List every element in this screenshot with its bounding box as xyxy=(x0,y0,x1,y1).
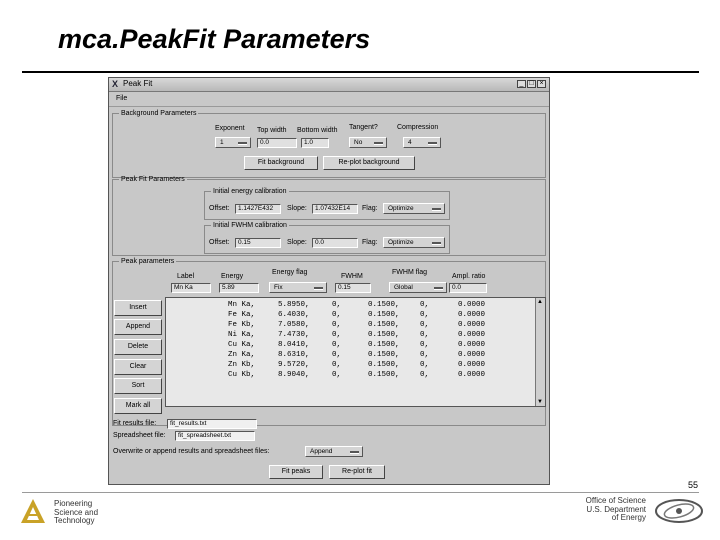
table-cell: Ni Ka, xyxy=(228,331,256,339)
table-cell: 0.0000 xyxy=(458,351,486,359)
header-amplitude: Ampl. ratio xyxy=(452,273,486,280)
fwhm-slope-input[interactable]: 0.0 xyxy=(312,238,358,248)
table-cell: 0.0000 xyxy=(458,321,486,329)
bottom-width-input[interactable]: 1.0 xyxy=(301,138,329,148)
fwhm-offset-label: Offset: xyxy=(209,239,230,246)
append-button[interactable]: Append xyxy=(114,319,162,335)
overwrite-select[interactable]: Append xyxy=(305,446,363,457)
table-cell: Zn Ka, xyxy=(228,351,256,359)
header-energy-flag: Energy flag xyxy=(272,269,308,276)
table-cell: 0.1500, xyxy=(368,331,400,339)
sort-button[interactable]: Sort xyxy=(114,378,162,394)
menu-file[interactable]: File xyxy=(116,95,128,102)
table-cell: 8.9040, xyxy=(278,371,310,379)
compression-label: Compression xyxy=(397,124,439,131)
minimize-button[interactable]: _ xyxy=(517,80,526,88)
footer-right-text: Office of Science U.S. Department of Energy xyxy=(585,496,646,522)
fwhm-flag-row-select[interactable]: Global xyxy=(389,282,447,293)
fit-background-button[interactable]: Fit background xyxy=(244,156,318,170)
peak-fit-window xyxy=(108,77,550,485)
spreadsheet-input[interactable]: fit_spreadsheet.txt xyxy=(175,431,255,441)
table-cell: 0.1500, xyxy=(368,361,400,369)
table-cell: 0, xyxy=(332,311,342,319)
menubar xyxy=(109,92,549,107)
argonne-logo-icon xyxy=(20,498,46,524)
title-rule xyxy=(22,71,699,73)
table-cell: 9.5720, xyxy=(278,361,310,369)
clear-button[interactable]: Clear xyxy=(114,359,162,375)
fwhm-slope-label: Slope: xyxy=(287,239,307,246)
table-cell: Zn Kb, xyxy=(228,361,256,369)
table-cell: 0, xyxy=(420,341,430,349)
energy-offset-label: Offset: xyxy=(209,205,230,212)
replot-background-button[interactable]: Re-plot background xyxy=(323,156,415,170)
close-button[interactable]: × xyxy=(537,80,546,88)
table-cell: 0, xyxy=(332,371,342,379)
table-cell: 7.4730, xyxy=(278,331,310,339)
maximize-button[interactable]: □ xyxy=(527,80,536,88)
tangent-label: Tangent? xyxy=(349,124,378,131)
scroll-up-icon[interactable]: ▲ xyxy=(537,299,543,305)
table-cell: 0, xyxy=(420,301,430,309)
table-cell: 0.0000 xyxy=(458,341,486,349)
energy-flag-select[interactable]: Optimize xyxy=(383,203,445,214)
fwhm-offset-input[interactable]: 0.15 xyxy=(235,238,281,248)
table-cell: 0.1500, xyxy=(368,351,400,359)
energy-slope-input[interactable]: 1.07432E14 xyxy=(312,204,358,214)
table-cell: 0, xyxy=(332,351,342,359)
top-width-label: Top width xyxy=(257,127,287,134)
table-cell: 0, xyxy=(332,301,342,309)
mark-all-button[interactable]: Mark all xyxy=(114,398,162,414)
energy-slope-label: Slope: xyxy=(287,205,307,212)
table-cell: 0.0000 xyxy=(458,301,486,309)
table-cell: 0.1500, xyxy=(368,341,400,349)
top-width-input[interactable]: 0.0 xyxy=(257,138,297,148)
replot-fit-button[interactable]: Re-plot fit xyxy=(329,465,385,479)
table-cell: 0.0000 xyxy=(458,371,486,379)
peak-list-scrollbar[interactable] xyxy=(535,298,545,406)
spreadsheet-label: Spreadsheet file: xyxy=(113,432,166,439)
delete-button[interactable]: Delete xyxy=(114,339,162,355)
table-cell: 7.0580, xyxy=(278,321,310,329)
fit-results-input[interactable]: fit_results.txt xyxy=(167,419,257,429)
table-cell: 8.6310, xyxy=(278,351,310,359)
insert-button[interactable]: Insert xyxy=(114,300,162,316)
fwhm-calibration-legend: Initial FWHM calibration xyxy=(213,222,287,229)
table-cell: 0, xyxy=(420,311,430,319)
header-energy: Energy xyxy=(221,273,244,280)
header-fwhm: FWHM xyxy=(341,273,363,280)
table-cell: 0, xyxy=(332,341,342,349)
table-cell: 8.0410, xyxy=(278,341,310,349)
table-cell: Fe Kb, xyxy=(228,321,256,329)
table-cell: 0, xyxy=(420,321,430,329)
table-cell: 0.1500, xyxy=(368,321,400,329)
fwhm-input[interactable]: 0.15 xyxy=(335,283,371,293)
fit-results-label: Fit results file: xyxy=(113,420,157,427)
energy-calibration-legend: Initial energy calibration xyxy=(213,188,287,195)
energy-input[interactable]: 5.89 xyxy=(219,283,259,293)
doe-logo-icon xyxy=(654,497,704,525)
peak-parameters-legend: Peak parameters xyxy=(121,258,175,265)
table-cell: 0, xyxy=(332,321,342,329)
table-cell: 0, xyxy=(420,361,430,369)
fwhm-flag-label: Flag: xyxy=(362,239,378,246)
amplitude-input[interactable]: 0.0 xyxy=(449,283,487,293)
bottom-width-label: Bottom width xyxy=(297,127,338,134)
compression-select[interactable]: 4 xyxy=(403,137,441,148)
energy-flag-label: Flag: xyxy=(362,205,378,212)
table-cell: Fe Ka, xyxy=(228,311,256,319)
energy-offset-input[interactable]: 1.1427E432 xyxy=(235,204,281,214)
overwrite-label: Overwrite or append results and spreadsheet files: xyxy=(113,448,270,455)
slide-title: mca.PeakFit Parameters xyxy=(58,24,371,54)
exponent-label: Exponent xyxy=(215,125,245,132)
table-cell: 0, xyxy=(420,371,430,379)
table-cell: 0, xyxy=(420,351,430,359)
peak-fit-parameters-legend: Peak Fit Parameters xyxy=(121,176,185,183)
footer-left-text: Pioneering Science and Technology xyxy=(54,499,99,525)
table-cell: 0, xyxy=(332,361,342,369)
exponent-select[interactable]: 1 xyxy=(215,137,251,148)
table-cell: 0.0000 xyxy=(458,311,486,319)
table-cell: 0.0000 xyxy=(458,331,486,339)
scroll-down-icon[interactable]: ▼ xyxy=(537,399,543,405)
label-input[interactable]: Mn Ka xyxy=(171,283,211,293)
table-cell: 0, xyxy=(420,331,430,339)
table-cell: 6.4030, xyxy=(278,311,310,319)
fit-peaks-button[interactable]: Fit peaks xyxy=(269,465,323,479)
x-window-icon: X xyxy=(112,79,119,89)
background-parameters-legend: Background Parameters xyxy=(121,110,197,117)
table-cell: 0, xyxy=(332,331,342,339)
fwhm-flag-select[interactable]: Optimize xyxy=(383,237,445,248)
energy-flag-row-select[interactable]: Fix xyxy=(269,282,327,293)
table-cell: Cu Kb, xyxy=(228,371,256,379)
table-cell: 0.1500, xyxy=(368,301,400,309)
footer-rule xyxy=(22,492,699,493)
table-cell: 0.1500, xyxy=(368,311,400,319)
table-cell: 0.0000 xyxy=(458,361,486,369)
tangent-select[interactable]: No xyxy=(349,137,387,148)
header-fwhm-flag: FWHM flag xyxy=(392,269,427,276)
window-title: Peak Fit xyxy=(123,79,153,88)
peak-list[interactable] xyxy=(165,297,546,407)
table-cell: 5.8950, xyxy=(278,301,310,309)
table-cell: Mn Ka, xyxy=(228,301,256,309)
header-label: Label xyxy=(177,273,195,280)
table-cell: Cu Ka, xyxy=(228,341,256,349)
page-number: 55 xyxy=(687,480,698,490)
window-titlebar[interactable] xyxy=(109,78,549,92)
table-cell: 0.1500, xyxy=(368,371,400,379)
